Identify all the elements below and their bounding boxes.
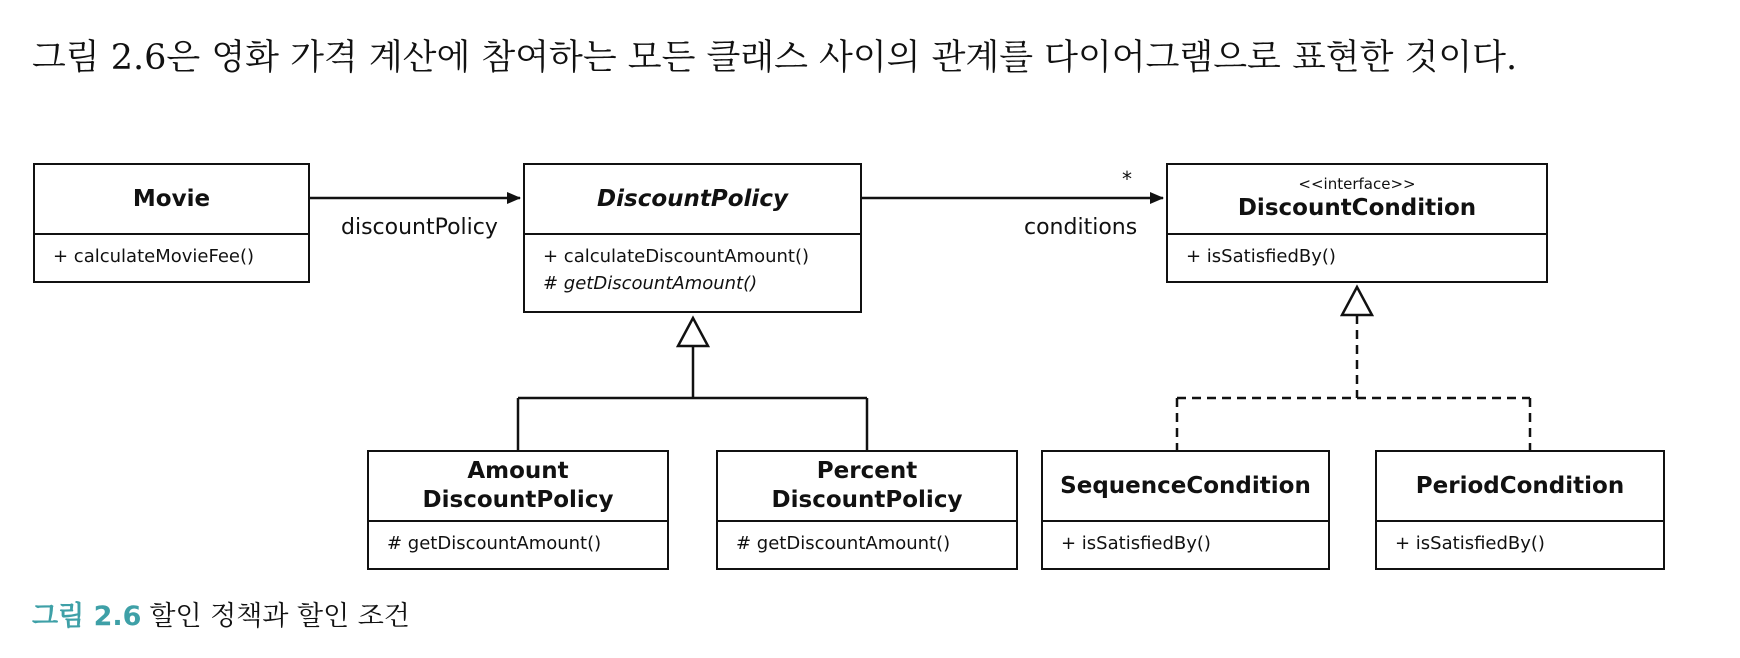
class-operations xyxy=(1377,522,1663,565)
operation-abstract: # getDiscountAmount() xyxy=(543,273,758,294)
stereotype-label: <<interface>> xyxy=(1298,175,1416,194)
class-movie xyxy=(33,163,310,283)
class-operations xyxy=(35,235,308,278)
operation: + isSatisfiedBy() xyxy=(1061,533,1211,554)
class-name: Movie xyxy=(35,165,308,235)
class-sequence-condition xyxy=(1041,450,1330,570)
class-name: SequenceCondition xyxy=(1043,452,1328,522)
class-operations xyxy=(718,522,1016,565)
operation: + isSatisfiedBy() xyxy=(1395,533,1545,554)
operation: + calculateDiscountAmount() xyxy=(543,246,810,267)
generalization-discount-policy xyxy=(518,318,867,450)
class-operations xyxy=(525,235,860,305)
class-name: PeriodCondition xyxy=(1377,452,1663,522)
class-name-line2: DiscountPolicy xyxy=(771,487,963,513)
class-name-line1: Percent xyxy=(816,458,918,485)
operation: # getDiscountAmount() xyxy=(736,533,951,554)
association-label-discount-policy: discountPolicy xyxy=(341,215,498,240)
class-period-condition xyxy=(1375,450,1665,570)
class-operations xyxy=(369,522,667,565)
class-name-block xyxy=(718,452,1016,522)
association-label-conditions: conditions xyxy=(1024,215,1138,240)
class-percent-discount-policy xyxy=(716,450,1018,570)
operation: + calculateMovieFee() xyxy=(53,246,255,267)
intro-paragraph: 그림 2.6은 영화 가격 계산에 참여하는 모든 클래스 사이의 관계를 다이어그램으로 표현한 것이다. xyxy=(32,38,1518,78)
class-discount-condition xyxy=(1166,163,1548,283)
class-name-line1: Amount xyxy=(467,458,569,485)
class-discount-policy xyxy=(523,163,862,313)
class-name-block xyxy=(1168,165,1546,235)
class-name-line2: DiscountPolicy xyxy=(422,487,614,513)
class-name-block xyxy=(369,452,667,522)
figure-caption xyxy=(32,594,410,633)
class-operations xyxy=(1168,235,1546,278)
realization-discount-condition xyxy=(1177,287,1530,450)
figure-caption-text: 할인 정책과 할인 조건 xyxy=(149,601,410,632)
class-operations xyxy=(1043,522,1328,565)
class-name: DiscountPolicy xyxy=(525,165,860,235)
multiplicity-label: * xyxy=(1122,167,1132,191)
class-name: DiscountCondition xyxy=(1237,195,1477,221)
class-amount-discount-policy xyxy=(367,450,669,570)
operation: # getDiscountAmount() xyxy=(387,533,602,554)
operation: + isSatisfiedBy() xyxy=(1186,246,1336,267)
figure-number: 그림 2.6 xyxy=(32,601,142,632)
